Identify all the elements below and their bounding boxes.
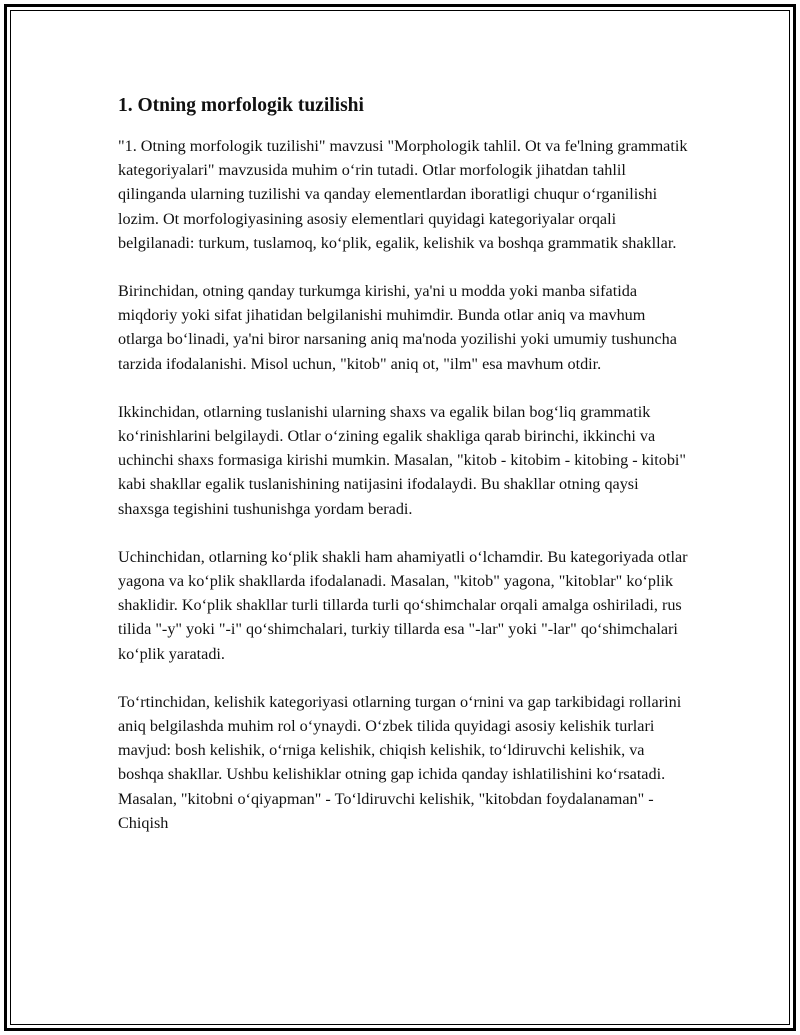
paragraph-intro: "1. Otning morfologik tuzilishi" mavzusi "Morphologik tahlil. Ot va fe'lning grammatik kategoriyalari" mavzusida muhim o‘rin tutadi. Otlar morfologik jihatdan tahlil qilinganda ularning tuzilishi va qanday elementlardan iboratligi chuqur o‘rganilishi lozim. Ot morfologiyasining asosiy elementlari quyidagi kategoriyalar orqali belgilanadi: turkum, tuslamoq, ko‘plik, egalik, kelishik va boshqa grammatik shakllar. [118, 137, 688, 252]
paragraph-third: Uchinchidan, otlarning ko‘plik shakli ham ahamiyatli o‘lchamdir. Bu kategoriyada otlar yagona va ko‘plik shakllarda ifodalanadi. Masalan, "kitob" yagona, "kitoblar" ko‘plik shaklidir. Ko‘plik shakllar turli tillarda turli qo‘shimchalar orqali amalga oshiriladi, rus tilida "-y" yoki "-i" qo‘shimchalari, turkiy tillarda esa "-lar" yoki "-lar" qo‘shimchalari ko‘plik yaratadi. [118, 547, 688, 663]
paragraph-first: Birinchidan, otning qanday turkumga kirishi, ya'ni u modda yoki manba sifatida miqdoriy yoki sifat jihatidan belgilanishi muhimdir. Bunda otlar aniq va mavhum otlarga bo‘linadi, ya'ni biror narsaning aniq ma'noda yozilishi yoki umumiy tushuncha tarzida ifodalanishi. Misol uchun, "kitob" aniq ot, "ilm" esa mavhum otdir. [118, 282, 677, 373]
document-body [118, 92, 688, 859]
paragraph-fourth: To‘rtinchidan, kelishik kategoriyasi otlarning turgan o‘rnini va gap tarkibidagi rollarini aniq belgilashda muhim rol o‘ynaydi. O‘zbek tilida quyidagi asosiy kelishik turlari mavjud: bosh kelishik, o‘rniga kelishik, chiqish kelishik, to‘ldiruvchi kelishik, va boshqa shakllar. Ushbu kelishiklar otning gap ichida qanday ishlatilishini ko‘rsatadi. Masalan, "kitobni o‘qiyapman" - To‘ldiruvchi kelishik, "kitobdan foydalanaman" - Chiqish [118, 692, 682, 832]
document-title: 1. Otning morfologik tuzilishi [118, 95, 364, 116]
paragraph-second: Ikkinchidan, otlarning tuslanishi ularning shaxs va egalik bilan bog‘liq grammatik ko‘rinishlarini belgilaydi. Otlar o‘zining egalik shakliga qarab birinchi, ikkinchi va uchinchi shaxs formasiga kirishi mumkin. Masalan, "kitob - kitobim - kitobing - kitobi" kabi shakllar egalik tuslanishining natijasini ifodalaydi. Bu shakllar otning qaysi shaxsga tegishini tushunishga yordam beradi. [118, 402, 687, 518]
